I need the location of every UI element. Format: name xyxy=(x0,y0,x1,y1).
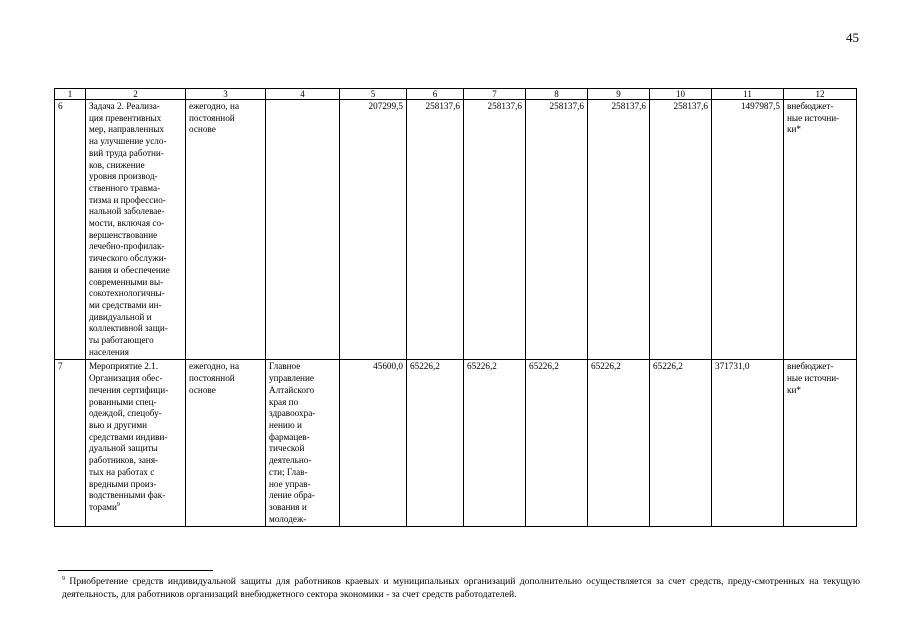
column-number: 12 xyxy=(784,89,857,100)
column-number: 5 xyxy=(340,89,407,100)
page-number: 45 xyxy=(846,30,859,45)
row-number: 6 xyxy=(55,100,86,360)
column-number: 7 xyxy=(464,89,526,100)
value-cell: 65226,2 xyxy=(526,360,588,527)
value-cell: 65226,2 xyxy=(464,360,526,527)
total-cell: 371731,0 xyxy=(712,360,784,527)
executor-cell xyxy=(266,100,340,360)
column-number: 11 xyxy=(712,89,784,100)
value-cell: 258137,6 xyxy=(464,100,526,360)
column-number: 3 xyxy=(186,89,266,100)
task-cell: Задача 2. Реализа- ция превентивных мер, направленных на улучшение усло- вий труда работни- ков, снижение уровня производ- ственного травма- тизма и профессио- нальной заболевае- мости, включая со- вершенствование лечебно-профилак- тического обслужи- вания и обеспечение современными вы- сокотехнологичны- ми средствами ин- дивидуальной и коллективной защи- ты работающего населения xyxy=(86,100,186,360)
column-number-row xyxy=(55,89,857,100)
footnote xyxy=(62,576,860,601)
total-cell: 1497987,5 xyxy=(712,100,784,360)
deadline-cell: ежегодно, на постоянной основе xyxy=(186,360,266,527)
value-cell: 207299,5 xyxy=(340,100,407,360)
task-cell: Мероприятие 2.1. Организация обес- печения сертифици- рованными спец- одеждой, спецобу- вью и другими средствами индиви- дуальной защиты работников, заня- тых на работах с вредными произ- водственными фак- торами$^9$ xyxy=(86,360,186,527)
value-cell: 258137,6 xyxy=(588,100,650,360)
column-number: 10 xyxy=(650,89,712,100)
table-row xyxy=(55,360,857,527)
table-row xyxy=(55,100,857,360)
column-number: 2 xyxy=(86,89,186,100)
footnote-mark: 9 xyxy=(62,575,65,582)
value-cell: 65226,2 xyxy=(650,360,712,527)
footnote-mark: 9 xyxy=(116,501,120,508)
source-cell: внебюджет- ные источни- ки* xyxy=(784,100,857,360)
column-number: 6 xyxy=(407,89,464,100)
footnote-text: Приобретение средств индивидуальной защиты для работников краевых и муниципальных организаций дополнительно осуществляется за счет средств, преду-смотренных на текущую деятельность, для работников организаций внебюджетного сектора экономики - за счет средств работодателей. xyxy=(62,576,860,600)
source-cell: внебюджет- ные источни- ки* xyxy=(784,360,857,527)
column-number: 4 xyxy=(266,89,340,100)
value-cell: 65226,2 xyxy=(588,360,650,527)
value-cell: 258137,6 xyxy=(650,100,712,360)
column-number: 8 xyxy=(526,89,588,100)
value-cell: 65226,2 xyxy=(407,360,464,527)
executor-cell: Главное управление Алтайского края по здравоохра- нению и фармацев- тической деятельно- сти; Глав- ное управ- ление обра- зования и молодеж- xyxy=(266,360,340,527)
value-cell: 258137,6 xyxy=(407,100,464,360)
footnote-divider xyxy=(58,570,213,571)
deadline-cell: ежегодно, на постоянной основе xyxy=(186,100,266,360)
row-number: 7 xyxy=(55,360,86,527)
value-cell: 45600,0 xyxy=(340,360,407,527)
program-table xyxy=(54,88,857,527)
value-cell: 258137,6 xyxy=(526,100,588,360)
column-number: 1 xyxy=(55,89,86,100)
column-number: 9 xyxy=(588,89,650,100)
